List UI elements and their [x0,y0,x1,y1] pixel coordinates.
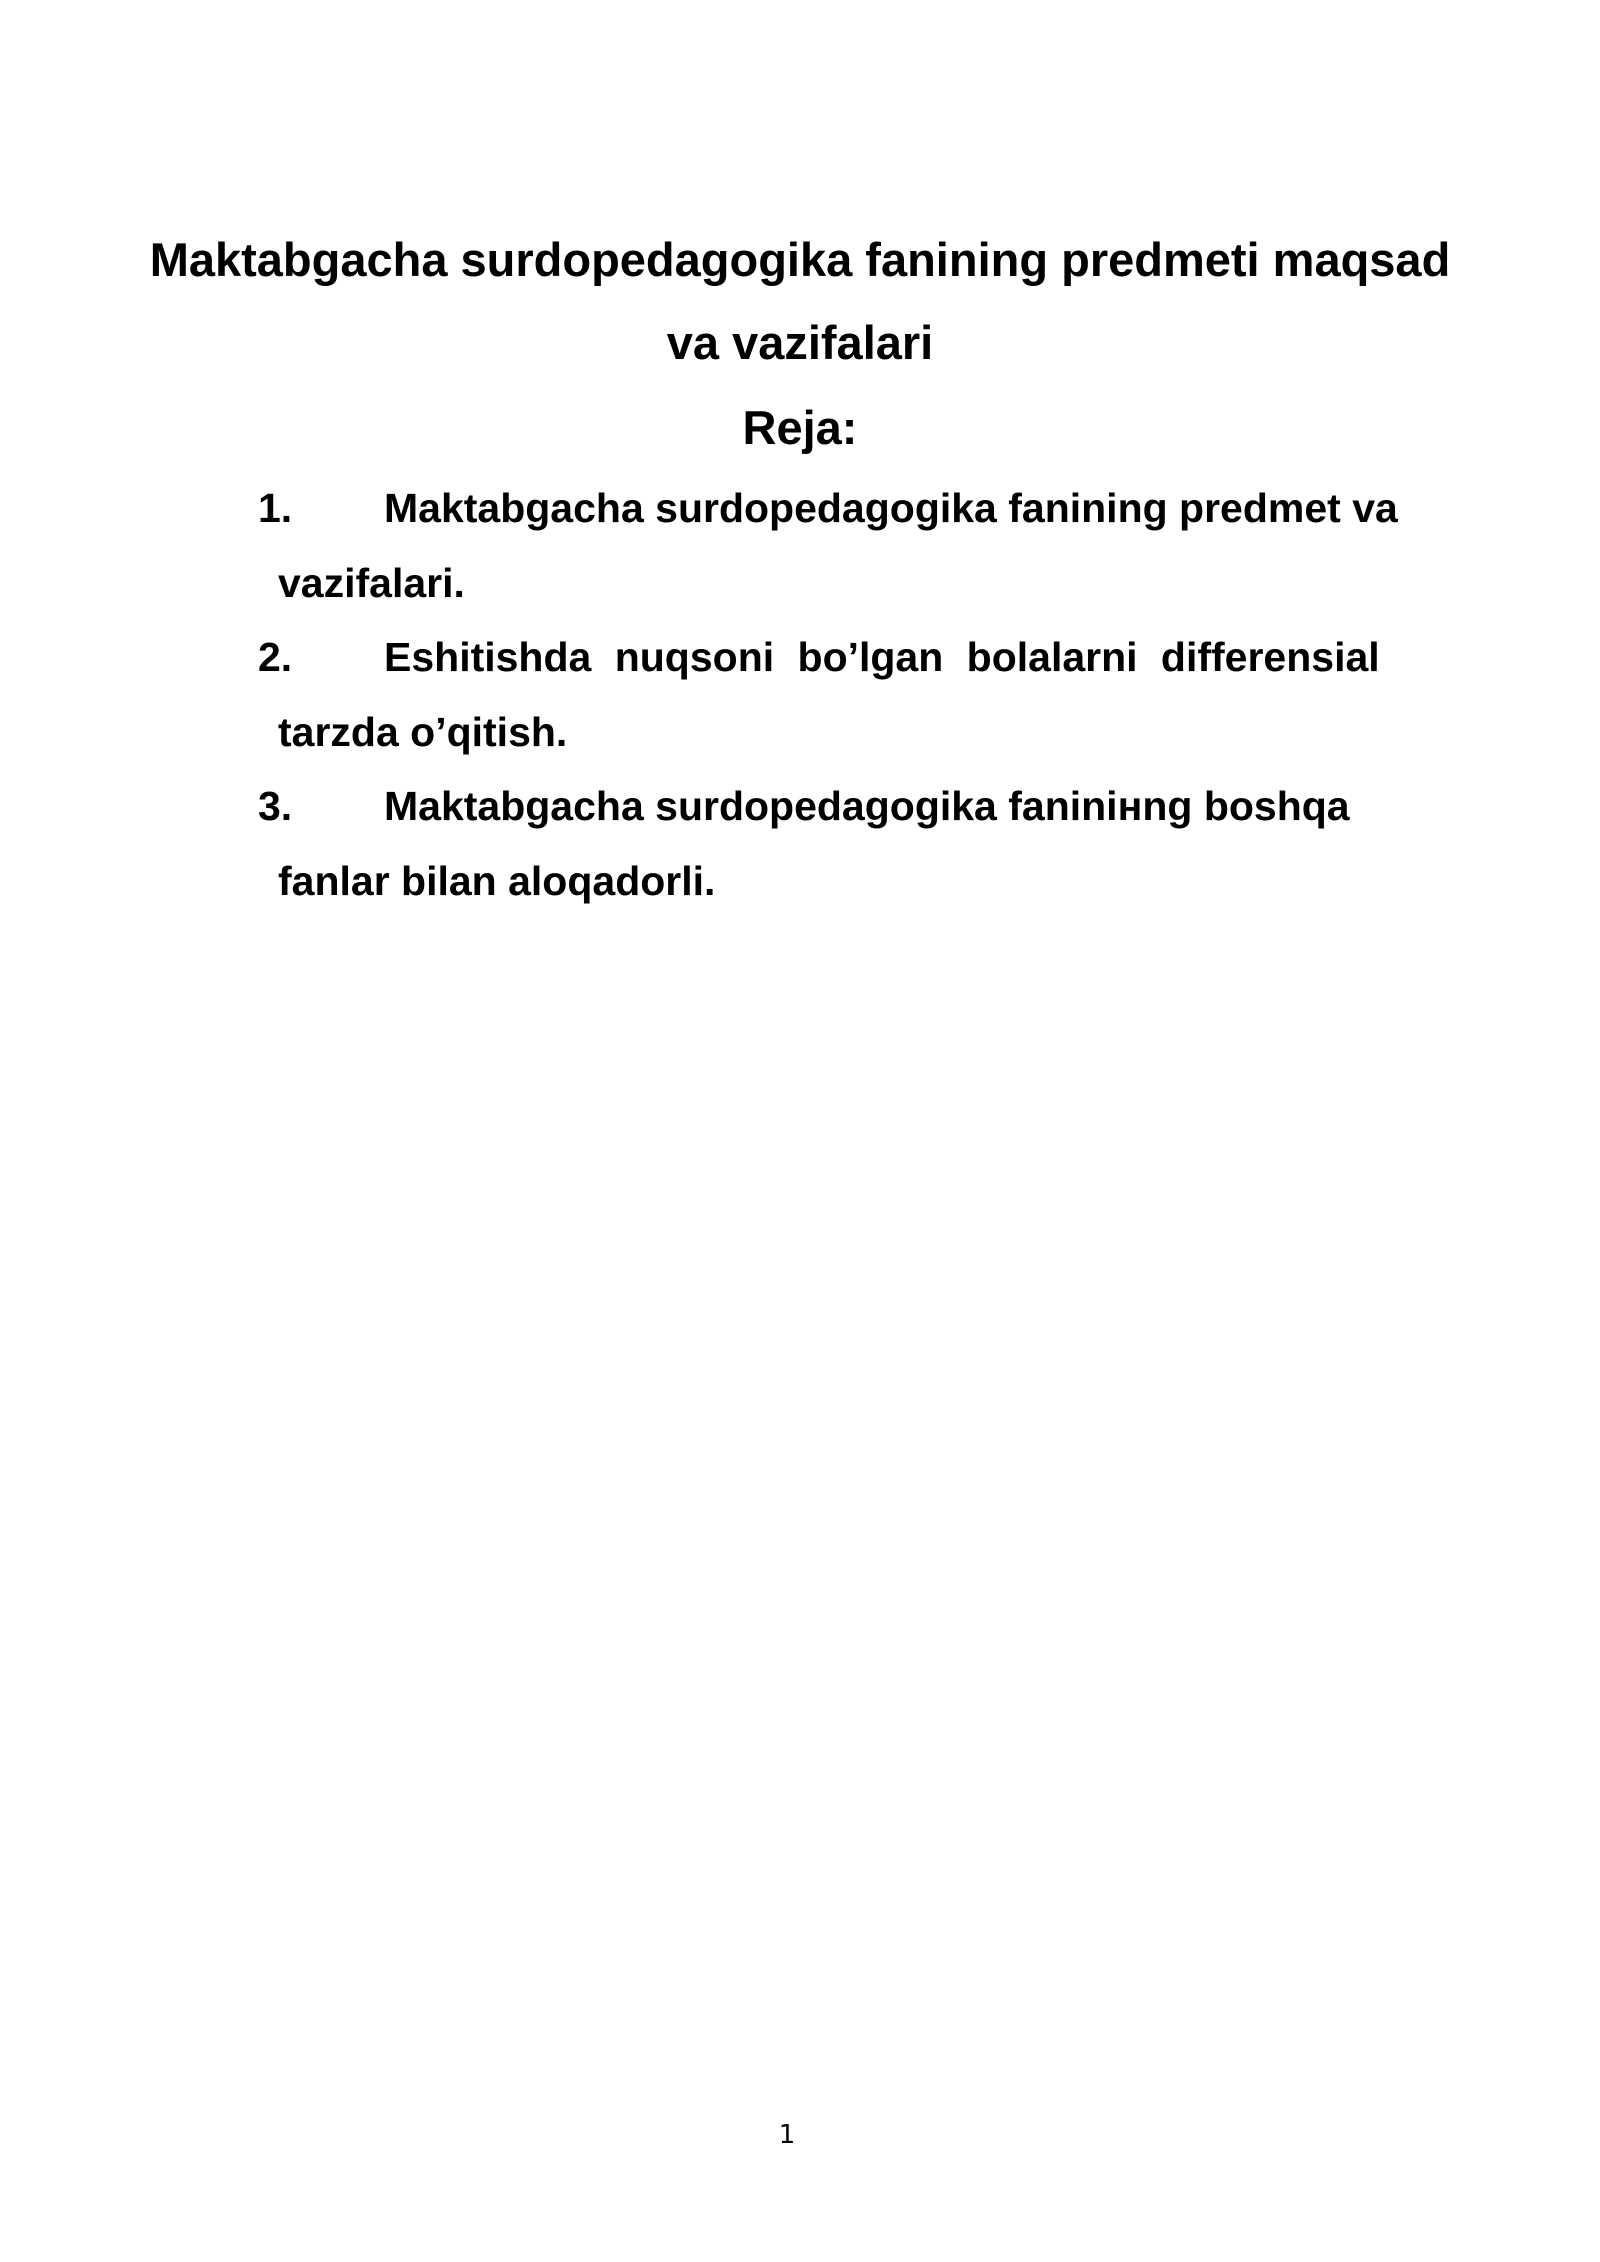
plan-item-3-number: 3. [258,783,293,829]
plan-item-1-continuation: vazifalari. [278,560,465,606]
plan-item-1-text: Maktabgacha surdopedagogika fanining predmet va [384,485,1398,531]
plan-item-1-number: 1. [258,485,293,531]
plan-heading: Reja: [742,401,858,454]
document-title-line-1: Maktabgacha surdopedagogika fanining predmeti maqsad [149,233,1451,286]
plan-item-3-continuation: fanlar bilan aloqadorli. [278,858,716,904]
page-number: 1 [778,2120,796,2150]
plan-item-2-text: Eshitishda nuqsoni bo’lgan bolalarni differensial [384,634,1380,680]
plan-item-3-text: Maktabgacha surdopedagogika faninінng boshqa [384,783,1350,829]
document-title-line-2: va vazifalari [666,316,934,369]
plan-item-2-continuation: tarzda o’qitish. [278,709,568,755]
plan-item-2-number: 2. [258,634,293,680]
